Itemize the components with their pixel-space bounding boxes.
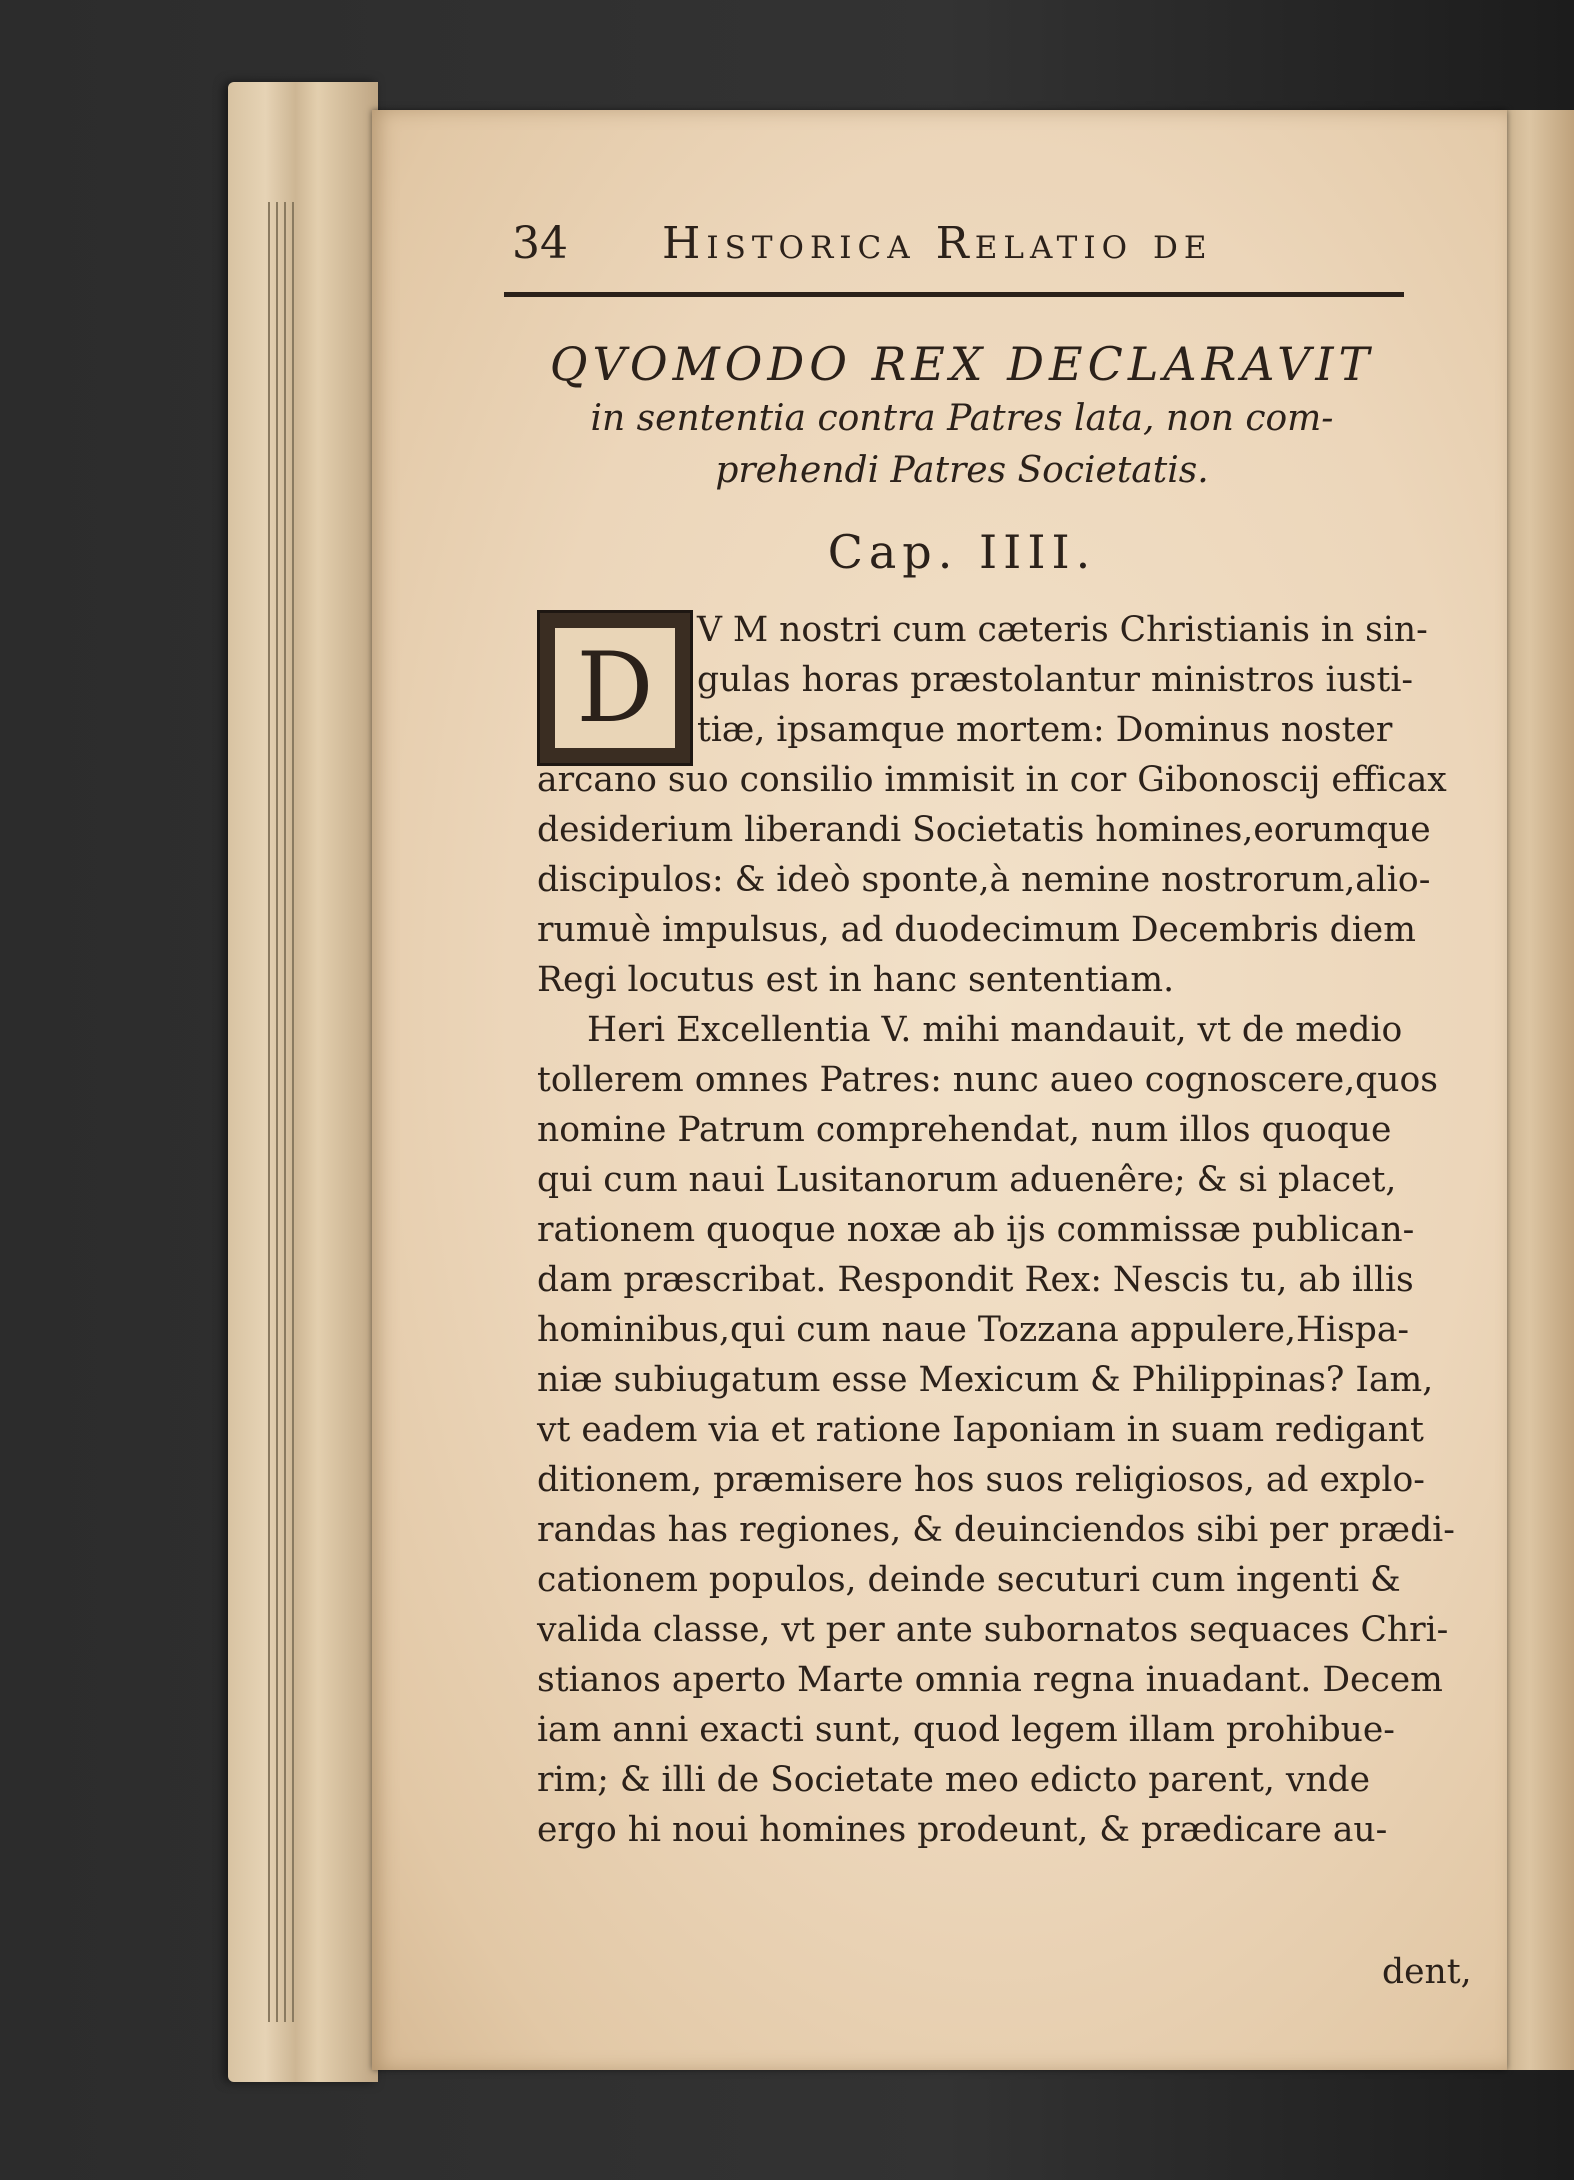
body-line: discipulos: & ideò sponte,à nemine nostrorum,alio-: [537, 860, 1431, 900]
body-line: rationem quoque noxæ ab ijs commissæ publican-: [537, 1210, 1415, 1250]
body-line: niæ subiugatum esse Mexicum & Philippinas? Iam,: [537, 1360, 1434, 1400]
drop-cap-letter: D: [553, 626, 677, 750]
body-line: gulas horas præstolantur ministros iusti-: [697, 660, 1414, 700]
body-line: qui cum naui Lusitanorum aduenêre; & si placet,: [537, 1160, 1397, 1200]
body-line: tollerem omnes Patres: nunc aueo cognoscere,quos: [537, 1060, 1438, 1100]
body-line: cationem populos, deinde secuturi cum ingenti &: [537, 1560, 1401, 1600]
body-line: randas has regiones, & deuinciendos sibi per prædi-: [537, 1510, 1455, 1550]
body-line: tiæ, ipsamque mortem: Dominus noster: [697, 710, 1393, 750]
running-title: Historica Relatio de: [662, 218, 1213, 269]
body-line: rim; & illi de Societate meo edicto parent, vnde: [537, 1760, 1371, 1800]
facing-page-edge: [1500, 110, 1574, 2070]
page-edge-line: [284, 202, 286, 2022]
catchword: dent,: [1382, 1952, 1472, 1992]
body-line: iam anni exacti sunt, quod legem illam prohibue-: [537, 1710, 1395, 1750]
body-line: dam præscribat. Respondit Rex: Nescis tu, ab illis: [537, 1260, 1414, 1300]
body-text: [537, 605, 1455, 1855]
page-edge-line: [292, 202, 294, 2022]
book-page-edges: [228, 82, 378, 2082]
page-number: 34: [512, 218, 568, 269]
chapter-heading-line-3: prehendi Patres Societatis.: [715, 450, 1209, 491]
body-line: vt eadem via et ratione Iaponiam in suam redigant: [537, 1410, 1424, 1450]
header-rule: [504, 292, 1404, 297]
body-line: desiderium liberandi Societatis homines,eorumque: [537, 810, 1431, 850]
chapter-heading: [512, 335, 1412, 497]
body-line: stianos aperto Marte omnia regna inuadant. Decem: [537, 1660, 1443, 1700]
body-line: Heri Excellentia V. mihi mandauit, vt de medio: [587, 1010, 1403, 1050]
body-line: arcano suo consilio immisit in cor Gibonoscij efficax: [537, 760, 1447, 800]
body-line: rumuè impulsus, ad duodecimum Decembris diem: [537, 910, 1416, 950]
body-line: valida classe, vt per ante subornatos sequaces Chri-: [537, 1610, 1449, 1650]
body-line: nomine Patrum comprehendat, num illos quoque: [537, 1110, 1392, 1150]
body-line: Regi locutus est in hanc sententiam.: [537, 960, 1175, 1000]
page-edge-line: [268, 202, 270, 2022]
page-edge-line: [276, 202, 278, 2022]
body-line: V M nostri cum cæteris Christianis in sin-: [697, 610, 1428, 650]
running-header: [512, 218, 1452, 298]
chapter-heading-line-2: in sententia contra Patres lata, non com-: [590, 398, 1334, 439]
body-line: ditionem, præmisere hos suos religiosos, ad explo-: [537, 1460, 1425, 1500]
chapter-label: Cap. IIII.: [827, 525, 1097, 579]
chapter-heading-line-1: QVOMODO REX DECLARAVIT: [549, 337, 1375, 391]
book-page: [372, 110, 1507, 2070]
body-line: ergo hi noui homines prodeunt, & prædicare au-: [537, 1810, 1388, 1850]
body-line: hominibus,qui cum naue Tozzana appulere,Hispa-: [537, 1310, 1410, 1350]
